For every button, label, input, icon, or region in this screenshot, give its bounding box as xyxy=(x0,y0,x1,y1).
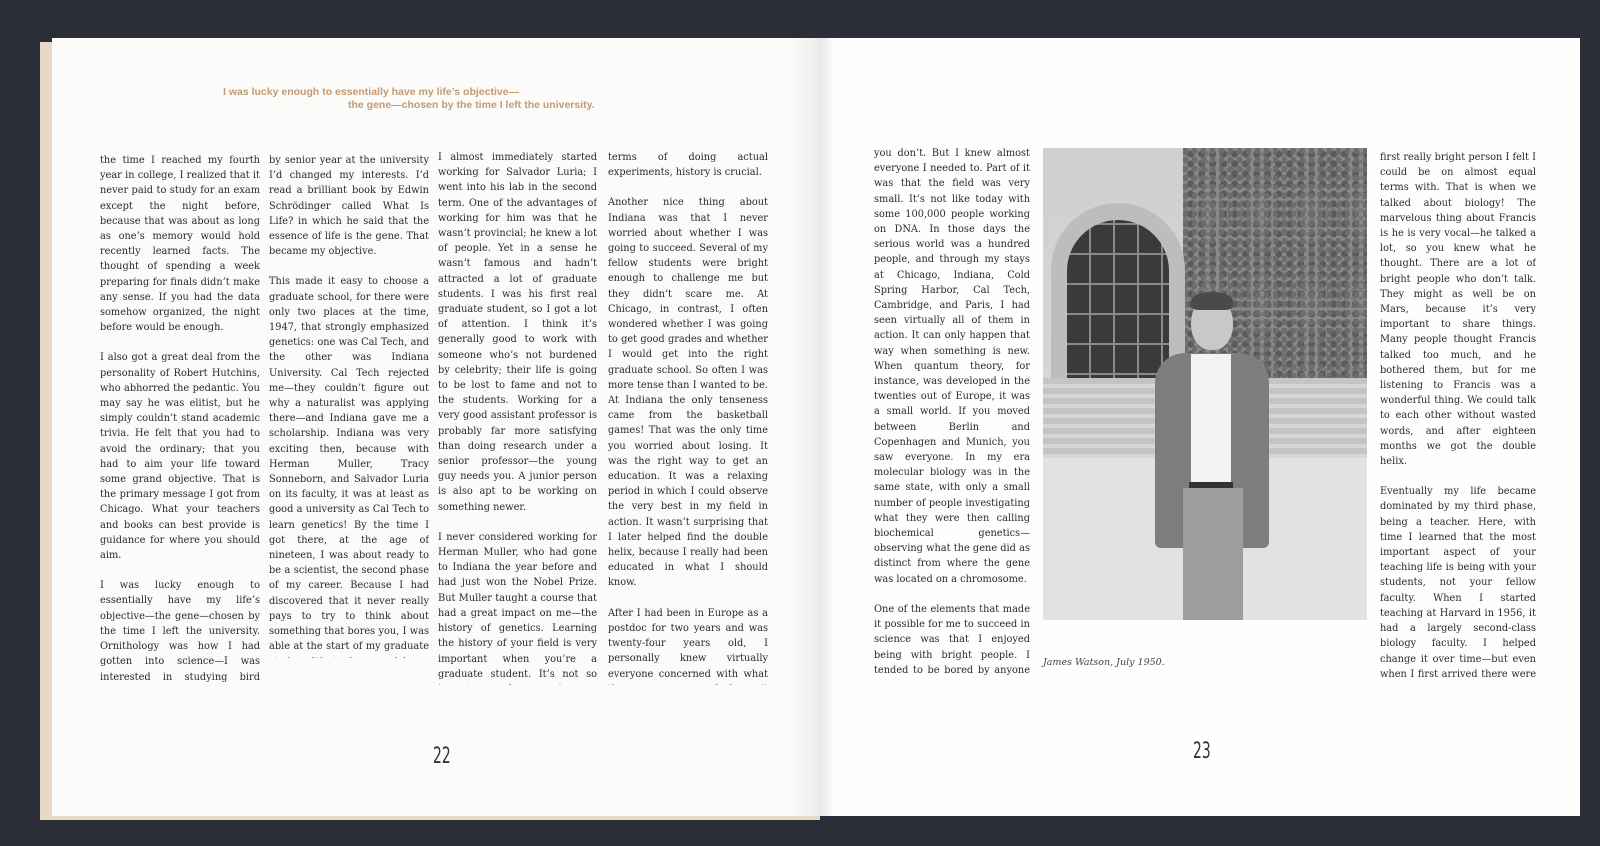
book-gutter xyxy=(790,38,834,816)
paragraph: I also got a great deal from the personality of Robert Hutchins, who abhorred the pedantic. You may say he was elitist, but he simply couldn’t stand academic trivia. He felt that you had to avoid the ordinary; that you had to aim your life toward some grand objective. That is the primary message I got from Chicago. What your teachers and books can best provide is guidance for where you should aim. xyxy=(100,352,260,562)
text-column-5 xyxy=(874,146,1030,678)
text-column-2 xyxy=(269,153,429,658)
james-watson-photo xyxy=(1043,148,1367,620)
page-number-left: 22 xyxy=(433,744,451,769)
paragraph: by senior year at the university I’d changed my interests. I’d read a brilliant book by Edwin Schrödinger called What Is Life? in which he said that the essence of life is the gene. That became my objective. xyxy=(269,155,429,258)
paragraph: After I had been in Europe as a postdoc for two years and was twenty-four years old, I personally knew virtually everyone concerned with what xyxy=(608,607,768,680)
paragraph: This made it easy to choose a graduate school, for there were only two places at the time, 1947, that strongly emphasized genetics: one was Cal Tech, and the other was Indiana University. Cal Tech rejected me—they couldn’t figure out why a naturalist was applying there—and Indiana gave me a scholarship. Indiana was very exciting then, because with Herman Muller, Tracy Sonneborn, and Salvador Luria on its faculty, it was at least as good a university as Cal Tech to learn genetics! By the time I got there, at the age of nineteen, I was about ready to be a scientist, the second phase of my career. Because I had discovered that it never really pays to try to think about something that bores you, I was able at the start of my graduate xyxy=(269,276,429,653)
person-shirt xyxy=(1191,354,1231,484)
person-trousers xyxy=(1183,488,1243,620)
paragraph: first really bright person I felt I could be on almost equal terms with. That is when we talked about biology! The marvelous thing about Francis is he is very vocal—he talked a lot, so you knew what he thought. There are a lot of bright people who don’t talk. They might as well be on Mars, because it’s very important to share things. Many people thought Francis talked too much, and he bothered them, but for me listening to Francis was a wonderful thing. We could talk to each other without wasted words, and after eighteen months we got the double helix. xyxy=(1380,152,1536,468)
paragraph: Eventually my life became dominated by my third phase, being a teacher. Here, with time I learned that the most important aspect of your teaching life is being with your students, not your fellow faculty. When I started teaching at Harvard in 1956, it had a largely second-class biology faculty. I helped change it over time—but even when I first arrived there were xyxy=(1380,486,1536,680)
text-column-1 xyxy=(100,153,260,685)
paragraph: you don’t. But I knew almost everyone I needed to. Part of it was that the field was very small. It’s not like today with some 100,000 people working on DNA. In those days the serious world was a hundred people, and through my stays at Chicago, Indiana, Cold Spring Harbor, Cal Tech, Cambridge, and Paris, I had seen virtually all of them in action. It can only happen that way when something is new. When quantum theory, for instance, was developed in the twenties out of Europe, it was a small world. If you moved between Berlin and Copenhagen and Munich, you saw everyone. In my era molecular biology was in the same state, with only a small number of people investigating what they were then calling biochemical genetics—observing what the gene did as distinct from where the gene was located on a chromosome. xyxy=(874,148,1030,585)
paragraph: I never considered working for Herman Muller, who had gone to Indiana the year before and had just won the Nobel Prize. But Muller taught a course that had a great impact on me—the history of genetics. Learning the history of your field is very important when you’re a graduate student. It’s not so xyxy=(438,531,597,680)
paragraph: One of the elements that made it possible for me to succeed in science was that I enjoyed being with bright people. I tended to be bored by anyone xyxy=(874,603,1030,676)
text-column-4 xyxy=(608,150,768,685)
person-hair xyxy=(1191,292,1233,310)
paragraph: terms of doing actual experiments, history is crucial. xyxy=(608,152,768,179)
text-column-6 xyxy=(1380,150,1536,682)
paragraph: the time I reached my fourth year in college, I realized that it never paid to study for an exam except the night before, because that was about as long as one’s memory would hold recently learned facts. The thought of spending a week preparing for finals didn’t make any sense. If you had the data somehow organized, the night before would be enough. xyxy=(100,155,260,334)
paragraph: I almost immediately started working for Salvador Luria; I went into his lab in the second term. One of the advantages of working for him was that he wasn’t provincial; he knew a lot of people. Yet in a sense he wasn’t famous and hadn’t attracted a lot of graduate students. I was his first real graduate student, so I got a lot of attention. I think it’s generally good to work with someone who’s not burdened by celebrity; their life is going to be lost to fame and not to the students. Working for a very good assistant professor is probably far more satisfying than doing research under a senior professor—the young guy needs you. A junior person is also apt to be working on something newer. xyxy=(438,152,597,513)
arched-doorway xyxy=(1067,220,1169,403)
paragraph: I was lucky enough to essentially have my life’s objective—the gene—chosen by the time I left the university. Ornithology was how I had gotten into science—I was interested in studying bird xyxy=(100,580,260,683)
pull-quote-line-1: I was lucky enough to essentially have my life’s objective— xyxy=(223,86,520,98)
paragraph: Another nice thing about Indiana was that I never worried about whether I was going to succeed. Several of my fellow students were bright enough to challenge me but they didn’t scare me. At Chicago, in contrast, I often wondered whether I was going to get good grades and whether I would get into the right graduate school. So often I was more tense than I wanted to be. At Indiana the only tenseness came from the basketball games! That was the only time you worried about losing. It was the right way to get an education. It was a relaxing period in which I could observe the very best in my field in action. It wasn’t surprising that I later helped find the double helix, because I really had been educated in what I should know. xyxy=(608,197,768,589)
page-number-right: 23 xyxy=(1193,739,1211,764)
pull-quote-line-2: the gene—chosen by the time I left the university. xyxy=(348,99,595,111)
text-column-3 xyxy=(438,150,597,685)
photo-caption: James Watson, July 1950. xyxy=(1043,657,1165,668)
